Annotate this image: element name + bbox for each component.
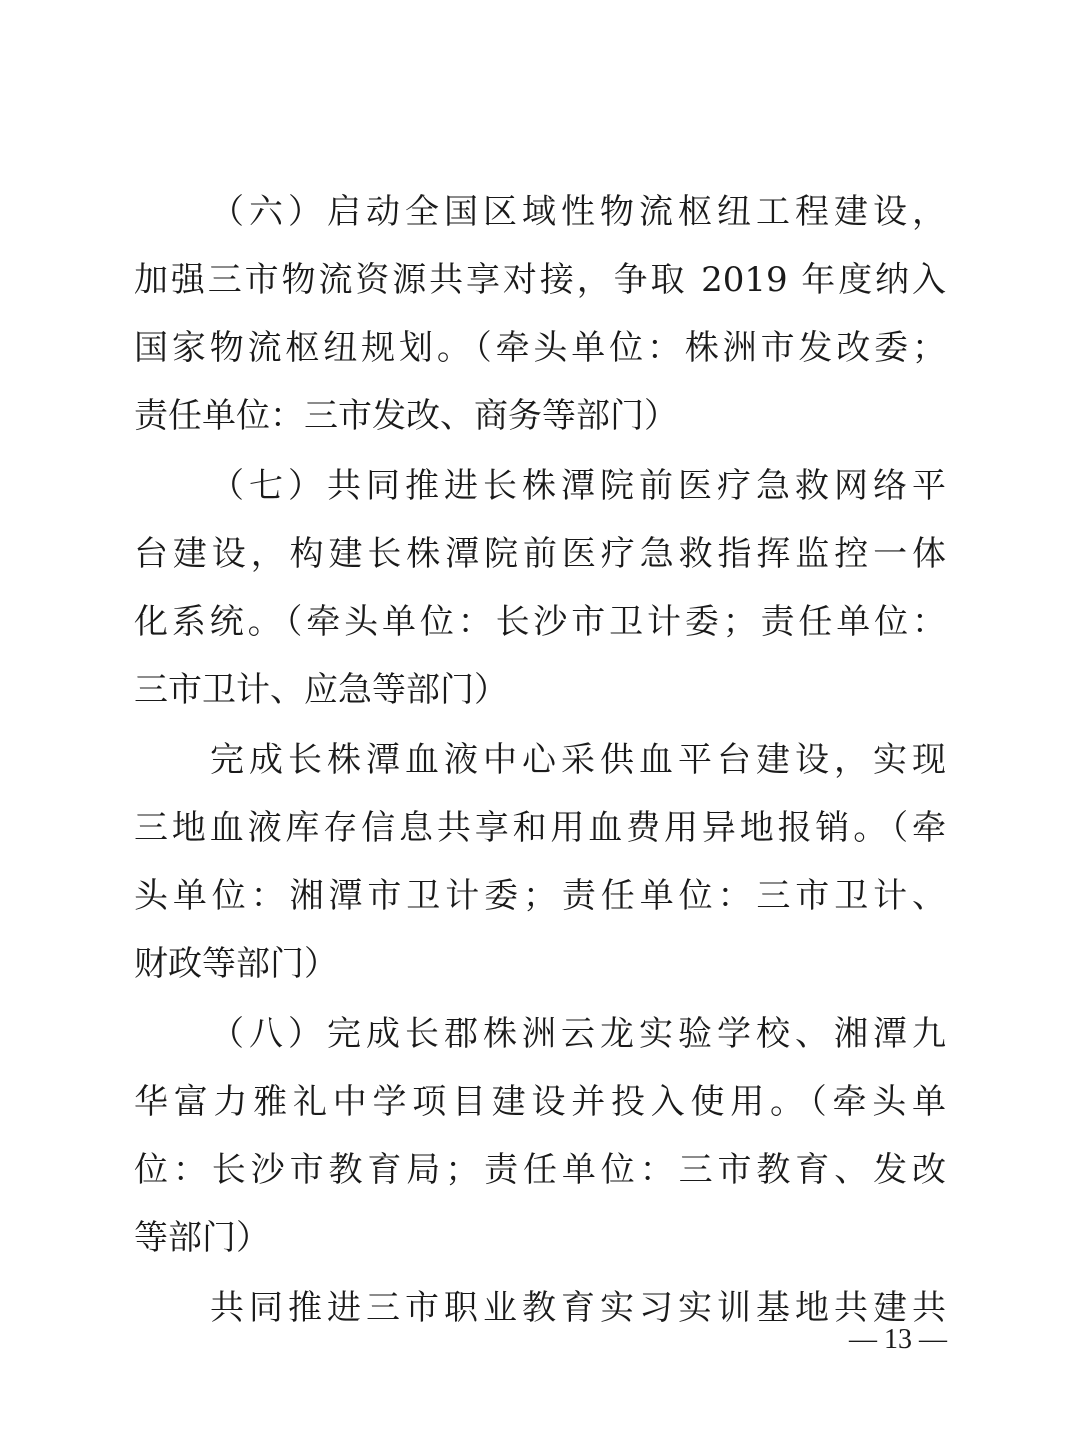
paragraph-3-line-3: 头单位：湘潭市卫计委；责任单位：三市卫计、 [134, 876, 946, 916]
page-number: — 13 — [849, 1324, 947, 1355]
paragraph-2-line-4: 三市卫计、应急等部门） [134, 670, 508, 710]
paragraph-2-line-3: 化系统。（牵头单位：长沙市卫计委；责任单位： [134, 602, 946, 642]
paragraph-4-line-4: 等部门） [134, 1218, 270, 1258]
paragraph-1-line-1: （六）启动全国区域性物流枢纽工程建设， [210, 192, 946, 232]
paragraph-2-line-2: 台建设，构建长株潭院前医疗急救指挥监控一体 [134, 534, 946, 574]
paragraph-3-line-4: 财政等部门） [134, 944, 338, 984]
paragraph-4-line-1: （八）完成长郡株洲云龙实验学校、湘潭九 [210, 1014, 946, 1054]
paragraph-2-line-1: （七）共同推进长株潭院前医疗急救网络平 [210, 466, 946, 506]
paragraph-5-line-1: 共同推进三市职业教育实习实训基地共建共 [210, 1288, 946, 1328]
paragraph-1-line-2: 加强三市物流资源共享对接，争取 2019 年度纳入 [134, 260, 946, 300]
paragraph-3-line-1: 完成长株潭血液中心采供血平台建设，实现 [210, 740, 946, 780]
paragraph-1-line-3: 国家物流枢纽规划。（牵头单位：株洲市发改委； [134, 328, 946, 368]
paragraph-3-line-2: 三地血液库存信息共享和用血费用异地报销。（牵 [134, 808, 946, 848]
paragraph-1-line-4: 责任单位：三市发改、商务等部门） [134, 396, 678, 436]
paragraph-4-line-3: 位：长沙市教育局；责任单位：三市教育、发改 [134, 1150, 946, 1190]
paragraph-4-line-2: 华富力雅礼中学项目建设并投入使用。（牵头单 [134, 1082, 946, 1122]
